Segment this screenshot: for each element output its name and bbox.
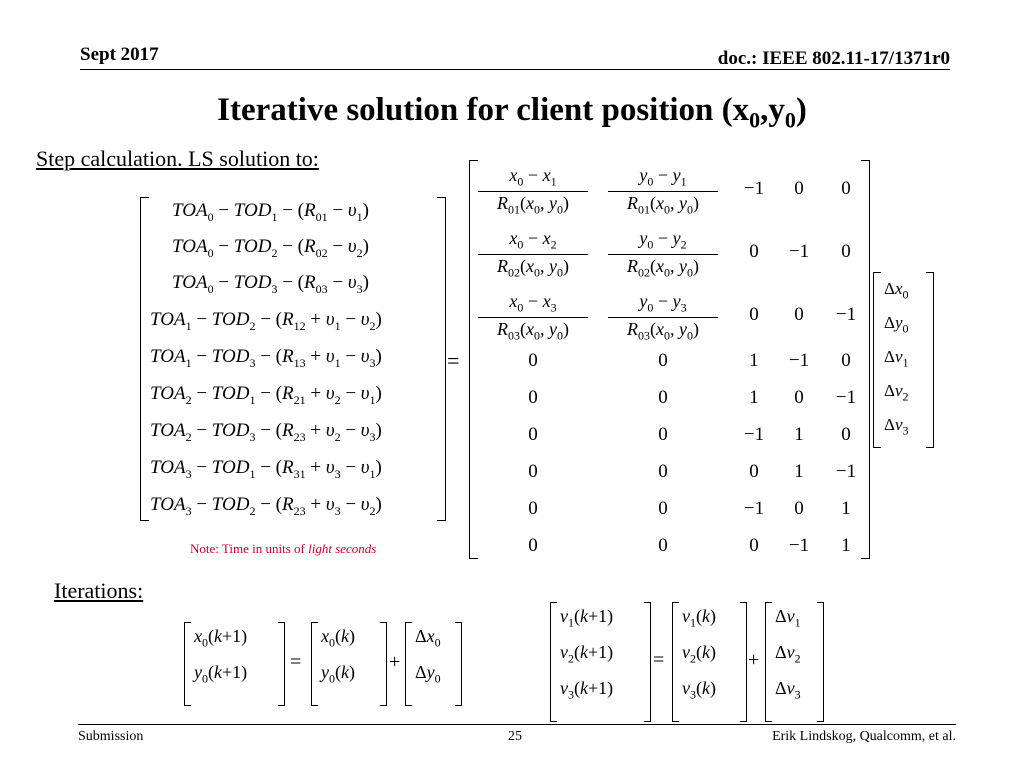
footer-submission: Submission — [78, 729, 144, 744]
jacobian-cell: 0 — [794, 498, 804, 519]
jacobian-cell: −1 — [788, 350, 810, 371]
iter-lhs-left-bracket — [550, 602, 557, 722]
jacobian-cell: 0 — [749, 535, 759, 556]
jacobian-cell: −1 — [743, 424, 765, 445]
iter-plus: + — [748, 649, 760, 671]
units-note: Note: Time in units of light seconds — [190, 541, 377, 556]
iter-rhs-right-bracket — [455, 622, 462, 706]
jacobian-cell: 0 — [658, 498, 668, 519]
jacobian-cell: 0 — [658, 535, 668, 556]
unknowns-left-bracket — [873, 272, 881, 448]
jacobian-cell: −1 — [835, 387, 857, 408]
jacobian-cell: 1 — [794, 424, 804, 445]
jacobian-cell: 0 — [528, 498, 538, 519]
lhs-row: $TOA_3 - TOD_1 - (R_{31} + \upsilon_3 - \upsilon_1)$ — [150, 457, 382, 481]
jacobian-cell: 0 — [749, 241, 759, 262]
unknown-entry: $\Delta x_0$ — [884, 279, 909, 302]
jacobian-fraction-y: $y_0 - y_3$ $R_{03}(x_0$, $y_0$) — [608, 291, 718, 343]
jacobian-cell: 1 — [749, 350, 759, 371]
iter-lhs-entry: $v_2(k+1)$ — [560, 642, 614, 666]
iter-mid-entry: $x_0(k)$ — [321, 626, 355, 650]
iter-lhs-entry: $v_1(k+1)$ — [560, 606, 614, 630]
jacobian-fraction-x: $x_0 - x_1$ $R_{01}(x_0$, $y_0$) — [478, 165, 588, 217]
jacobian-cell: 1 — [794, 461, 804, 482]
unknown-entry: $\Delta y_0$ — [884, 313, 909, 336]
lhs-row: $TOA_3 - TOD_2 - (R_{23} + \upsilon_3 - \upsilon_2)$ — [150, 494, 382, 518]
lhs-row: $TOA_1 - TOD_3 - (R_{13} + \upsilon_1 - \upsilon_3)$ — [150, 346, 382, 370]
jacobian-cell: 0 — [658, 350, 668, 371]
iter-mid-entry: $y_0(k)$ — [321, 662, 355, 686]
header-doc-id: doc.: IEEE 802.11-17/1371r0 — [717, 48, 950, 69]
jacobian-cell: 0 — [528, 350, 538, 371]
jacobian-cell: 0 — [841, 424, 851, 445]
jacobian-cell: 0 — [841, 178, 851, 199]
step-label: Step calculation. LS solution to: — [36, 146, 319, 171]
jacobian-cell: 0 — [528, 535, 538, 556]
jacobian-cell: −1 — [788, 241, 810, 262]
slide-title: Iterative solution for client position $(x_0,y_0)$ — [217, 92, 807, 133]
jacobian-cell: 0 — [658, 461, 668, 482]
iterations-label: Iterations: — [54, 578, 144, 603]
jacobian-cell: 0 — [794, 178, 804, 199]
iter-lhs-right-bracket — [278, 622, 285, 706]
unknown-entry: $\Delta\nu_3$ — [884, 415, 909, 438]
unknown-entry: $\Delta\nu_2$ — [884, 381, 909, 404]
jacobian-cell: 0 — [841, 350, 851, 371]
iter-mid-entry: $v_3(k)$ — [682, 678, 716, 702]
jacobian-fraction-x: $x_0 - x_3$ $R_{03}(x_0$, $y_0$) — [478, 291, 588, 343]
iter-lhs-entry: $y_0(k+1)$ — [194, 662, 248, 686]
lhs-left-bracket — [140, 197, 149, 521]
lhs-row: $TOA_1 - TOD_2 - (R_{12} + \upsilon_1 - \upsilon_2)$ — [150, 309, 382, 333]
iter-rhs-right-bracket — [817, 602, 824, 722]
iter-rhs-entry: $\Delta v_1$ — [775, 606, 801, 630]
jacobian-cell: 0 — [794, 304, 804, 325]
jacobian-cell: 0 — [794, 387, 804, 408]
jacobian-cell: 0 — [528, 461, 538, 482]
lhs-row: $TOA_0 - TOD_2 - (R_{02} - \upsilon_2)$ — [172, 236, 369, 260]
iter-rhs-entry: $\Delta x_0$ — [415, 626, 441, 650]
iter-equals: = — [653, 649, 665, 671]
iter-lhs-entry: $x_0(k+1)$ — [194, 626, 248, 650]
jacobian-cell: −1 — [835, 304, 857, 325]
footer-rule — [78, 724, 956, 725]
jacobian-fraction-x: $x_0 - x_2$ $R_{02}(x_0$, $y_0$) — [478, 228, 588, 280]
jacobian-cell: 0 — [658, 387, 668, 408]
header-date: Sept 2017 — [80, 44, 159, 65]
iter-mid-left-bracket — [672, 602, 679, 722]
iter-rhs-left-bracket — [405, 622, 412, 706]
jacobian-cell: 0 — [841, 241, 851, 262]
iter-plus: + — [389, 651, 401, 673]
lhs-right-bracket — [437, 197, 446, 521]
jacobian-cell: 1 — [749, 387, 759, 408]
jacobian-left-bracket — [469, 160, 478, 559]
iter-mid-right-bracket — [380, 622, 387, 706]
jacobian-cell: 0 — [528, 387, 538, 408]
lhs-row: $TOA_2 - TOD_1 - (R_{21} + \upsilon_2 - \upsilon_1)$ — [150, 383, 382, 407]
lhs-row: $TOA_0 - TOD_3 - (R_{03} - \upsilon_3)$ — [172, 272, 369, 296]
header-rule — [80, 69, 950, 70]
footer-page-number: 25 — [508, 729, 522, 744]
jacobian-cell: 0 — [749, 304, 759, 325]
iter-mid-left-bracket — [311, 622, 318, 706]
jacobian-cell: −1 — [835, 461, 857, 482]
footer-author: Erik Lindskog, Qualcomm, et al. — [772, 729, 956, 744]
unknowns-right-bracket — [926, 272, 934, 448]
jacobian-cell: 1 — [841, 498, 851, 519]
jacobian-cell: 0 — [658, 424, 668, 445]
iter-mid-entry: $v_1(k)$ — [682, 606, 716, 630]
lhs-row: $TOA_0 - TOD_1 - (R_{01} - \upsilon_1)$ — [172, 200, 369, 224]
jacobian-cell: 0 — [749, 461, 759, 482]
iter-lhs-right-bracket — [644, 602, 651, 722]
iter-rhs-entry: $\Delta v_3$ — [775, 678, 801, 702]
jacobian-cell: −1 — [743, 498, 765, 519]
unknown-entry: $\Delta\nu_1$ — [884, 347, 909, 370]
iter-rhs-left-bracket — [765, 602, 772, 722]
jacobian-cell: −1 — [743, 178, 765, 199]
iter-mid-entry: $v_2(k)$ — [682, 642, 716, 666]
iter-equals: = — [290, 651, 302, 673]
iter-mid-right-bracket — [740, 602, 747, 722]
iter-lhs-left-bracket — [184, 622, 191, 706]
jacobian-cell: −1 — [788, 535, 810, 556]
equals-sign: = — [447, 348, 460, 373]
jacobian-fraction-y: $y_0 - y_2$ $R_{02}(x_0$, $y_0$) — [608, 228, 718, 280]
lhs-row: $TOA_2 - TOD_3 - (R_{23} + \upsilon_2 - \upsilon_3)$ — [150, 420, 382, 444]
iter-lhs-entry: $v_3(k+1)$ — [560, 678, 614, 702]
iter-rhs-entry: $\Delta y_0$ — [415, 662, 441, 686]
jacobian-fraction-y: $y_0 - y_1$ $R_{01}(x_0$, $y_0$) — [608, 165, 718, 217]
iter-rhs-entry: $\Delta v_2$ — [775, 642, 801, 666]
jacobian-cell: 0 — [528, 424, 538, 445]
jacobian-cell: 1 — [841, 535, 851, 556]
